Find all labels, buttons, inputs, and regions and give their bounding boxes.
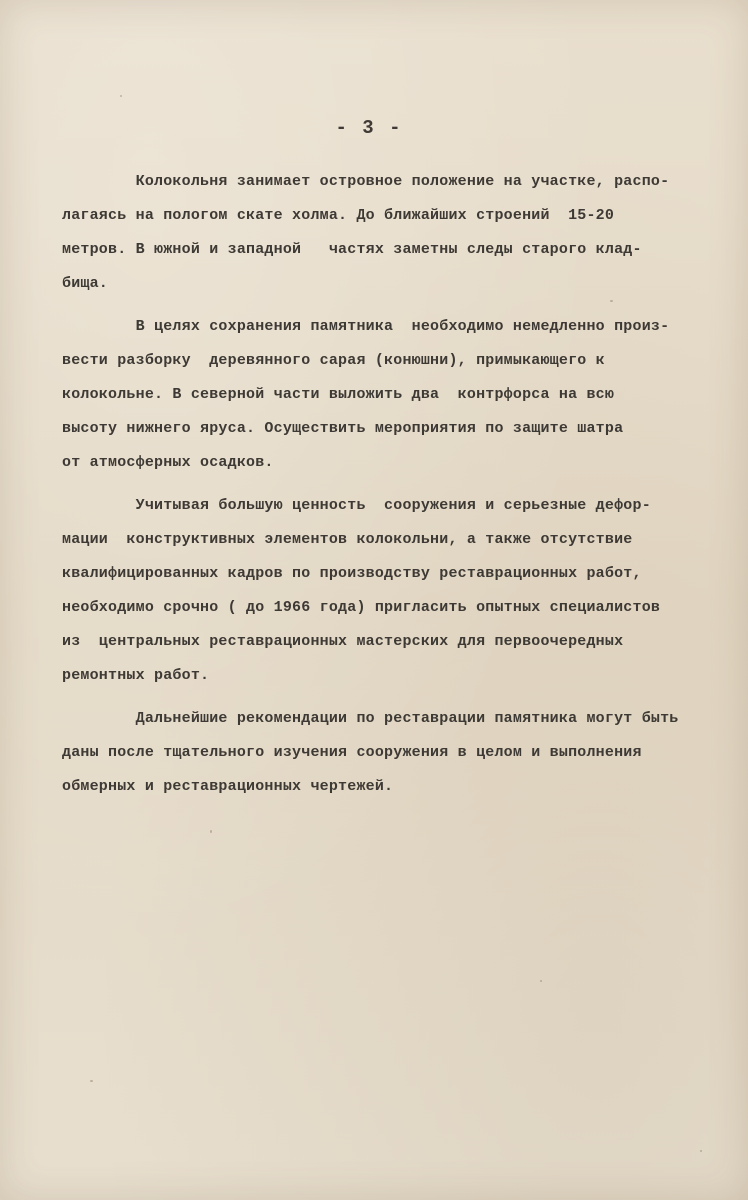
- paper-speck: [120, 95, 122, 97]
- text-line: Дальнейшие рекомендации по реставрации памятника могут быть: [62, 710, 679, 727]
- paper-speck: [700, 1150, 702, 1152]
- text-line: вести разборку деревянного сарая (конюшни), примыкающего к: [62, 352, 605, 369]
- paragraph-1: [62, 165, 738, 301]
- document-body: [62, 165, 738, 813]
- text-line: из центральных реставрационных мастерских для первоочередных: [62, 633, 624, 650]
- paper-speck: [540, 980, 542, 982]
- text-line: Колокольня занимает островное положение на участке, распо-: [62, 173, 670, 190]
- text-line: высоту нижнего яруса. Осуществить мероприятия по защите шатра: [62, 420, 624, 437]
- text-line: ремонтных работ.: [62, 667, 210, 684]
- paper-speck: [210, 830, 212, 833]
- text-line: даны после тщательного изучения сооружения в целом и выполнения: [62, 744, 642, 761]
- text-line: от атмосферных осадков.: [62, 454, 274, 471]
- text-line: мации конструктивных элементов колокольни, а также отсутствие: [62, 531, 633, 548]
- paragraph-3: [62, 489, 738, 693]
- text-line: лагаясь на пологом скате холма. До ближайших строений 15-20: [62, 207, 615, 224]
- paper-speck: [90, 1080, 93, 1082]
- text-line: В целях сохранения памятника необходимо немедленно произ-: [62, 318, 670, 335]
- paragraph-4: [62, 702, 738, 804]
- text-line: бища.: [62, 275, 109, 292]
- text-line: обмерных и реставрационных чертежей.: [62, 778, 394, 795]
- page-number: - 3 -: [335, 117, 403, 139]
- text-line: Учитывая большую ценность сооружения и серьезные дефор-: [62, 497, 651, 514]
- text-line: метров. В южной и западной частях заметны следы старого клад-: [62, 241, 642, 258]
- text-line: необходимо срочно ( до 1966 года) пригласить опытных специалистов: [62, 599, 661, 616]
- paragraph-2: [62, 310, 738, 480]
- text-line: квалифицированных кадров по производству реставрационных работ,: [62, 565, 642, 582]
- text-line: колокольне. В северной части выложить два контрфорса на всю: [62, 386, 615, 403]
